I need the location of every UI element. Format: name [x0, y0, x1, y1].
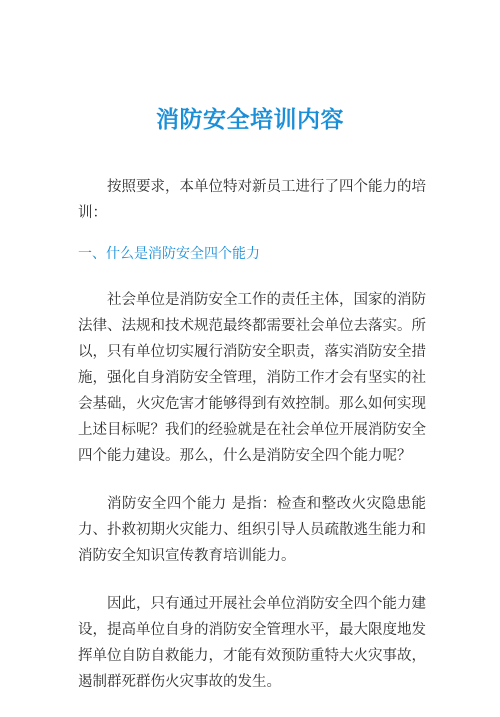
intro-paragraph: 按照要求，本单位特对新员工进行了四个能力的培训：	[78, 179, 426, 221]
body-paragraph-1: 社会单位是消防安全工作的责任主体，国家的消防法律、法规和技术规范最终都需要社会单位去落实。所以，只有单位切实履行消防安全职责，落实消防安全措施，强化自身消防安全管理，消防工作才会有坚实的社会基础，火灾危害才能够得到有效控制。那么如何实现上述目标呢？我们的经验就是在社会单位开展消防安全四个能力建设。那么，什么是消防安全四个能力呢？	[78, 292, 426, 464]
body-paragraph-2: 消防安全四个能力 是指：检查和整改火灾隐患能力、扑救初期火灾能力、组织引导人员疏散逃生能力和消防安全知识宣传教育培训能力。	[78, 496, 426, 564]
document-title: 消防安全培训内容	[156, 107, 344, 133]
body-paragraph-3: 因此，只有通过开展社会单位消防安全四个能力建设，提高单位自身的消防安全管理水平，最大限度地发挥单位自防自救能力，才能有效预防重特大火灾事故，遏制群死群伤火灾事故的发生。	[78, 596, 426, 690]
document-body	[78, 174, 426, 717]
section-heading: 一、什么是消防安全四个能力	[78, 246, 260, 262]
